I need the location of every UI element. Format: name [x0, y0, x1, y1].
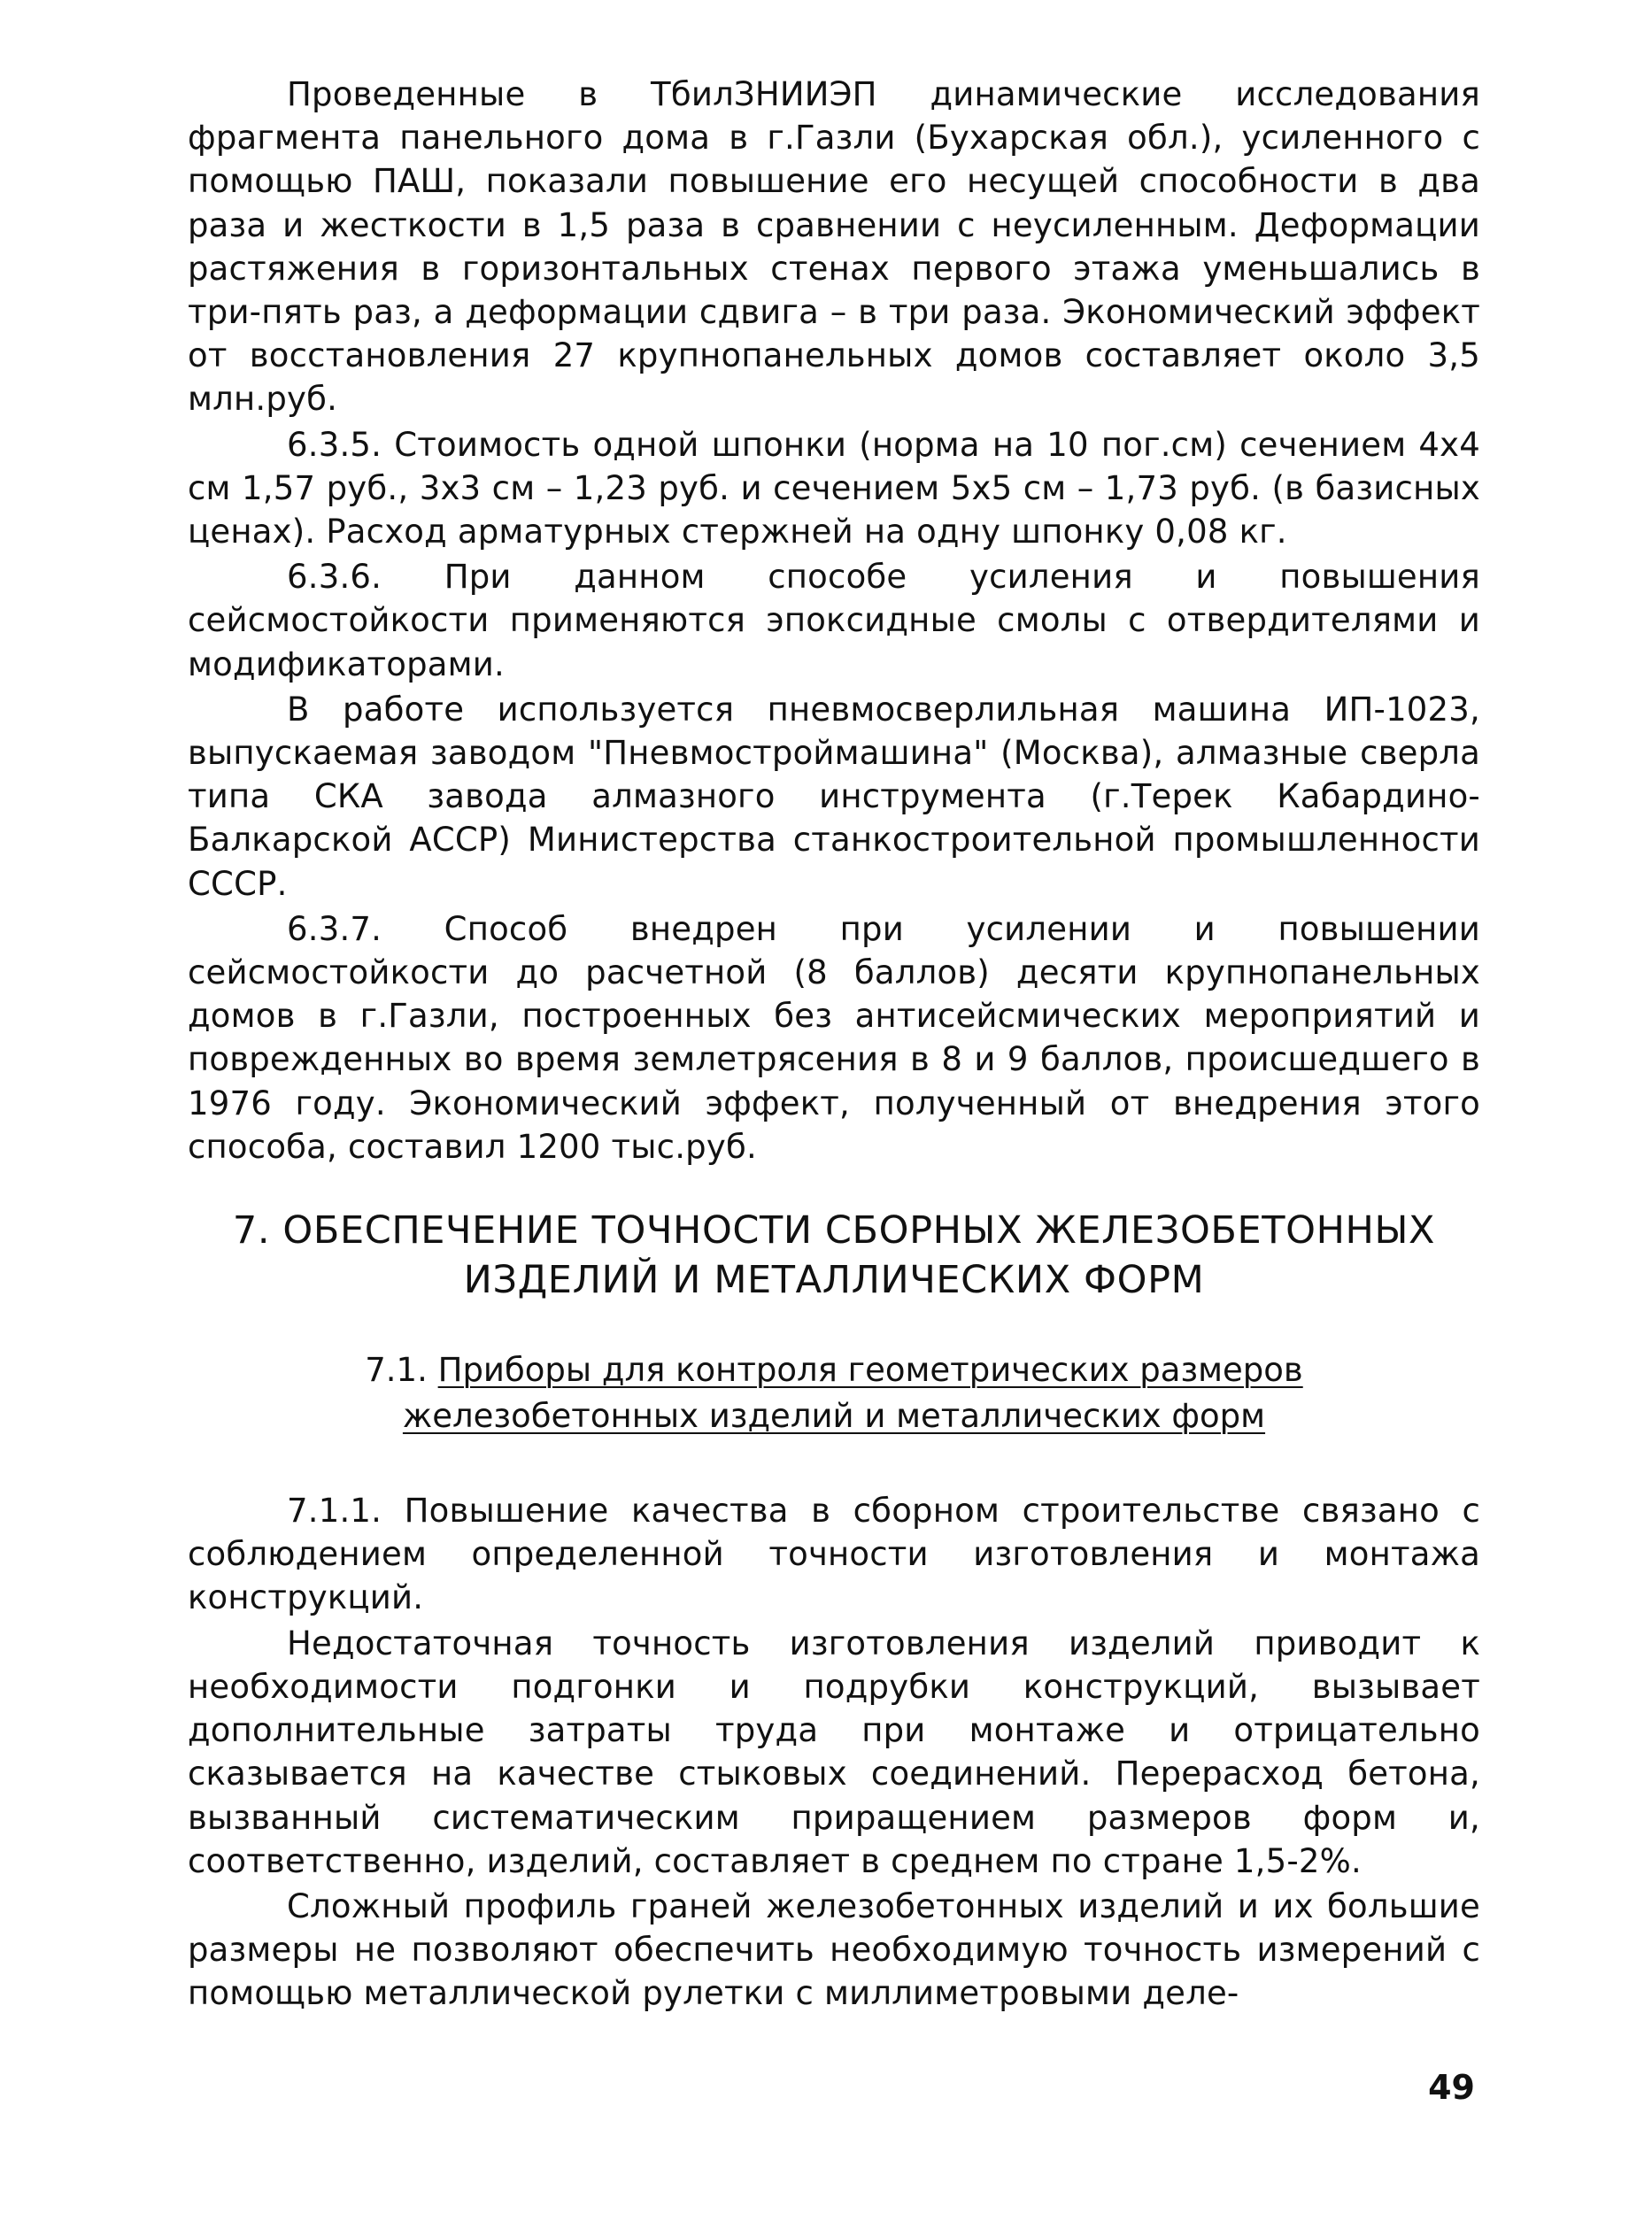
section-heading	[188, 1206, 1480, 1305]
subsection-heading-line-2	[188, 1393, 1480, 1439]
section-heading-line-1: 7. ОБЕСПЕЧЕНИЕ ТОЧНОСТИ СБОРНЫХ ЖЕЛЕЗОБЕТОННЫХ	[232, 1208, 1436, 1253]
document-page	[188, 73, 1480, 2017]
paragraph-7-1-1: 7.1.1. Повышение качества в сборном строительстве связано с соблюдением определенной точности изготовления и монтажа конструкций.	[188, 1492, 1480, 1617]
subsection-title-part-2: железобетонных изделий и металлических форм	[402, 1397, 1266, 1436]
section-heading-line-2: ИЗДЕЛИЙ И МЕТАЛЛИЧЕСКИХ ФОРМ	[463, 1258, 1205, 1303]
paragraph-complex-profile: Сложный профиль граней железобетонных изделий и их большие размеры не позволяют обеспечить необходимую точность измерений с помощью металлической рулетки с миллиметровыми деле-	[188, 1886, 1480, 2013]
paragraph-6-3-5: 6.3.5. Стоимость одной шпонки (норма на 10 пог.см) сечением 4х4 см 1,57 руб., 3х3 см – 1,23 руб. и сечением 5х5 см – 1,73 руб. (в базисных ценах). Расход арматурных стержней на одну шпонку 0,08 кг.	[188, 425, 1480, 552]
subsection-heading	[188, 1347, 1480, 1439]
page-number: 49	[1428, 2068, 1475, 2107]
paragraph-tbilzniiep-study: Проведенные в ТбилЗНИИЭП динамические исследования фрагмента панельного дома в г.Газли (Бухарская обл.), усиленного с помощью ПАШ, показали повышение его несущей способности в два раза и жесткости в 1,5 раза в сравнении с неусиленным. Деформации растяжения в горизонтальных стенах первого этажа уменьшались в три-пять раз, а деформации сдвига – в три раза. Экономический эффект от восстановления 27 крупнопанельных домов составляет около 3,5 млн.руб.	[188, 75, 1480, 419]
subsection-number: 7.1.	[365, 1351, 428, 1390]
paragraph-insufficient-accuracy: Недостаточная точность изготовления изделий приводит к необходимости подгонки и подрубки конструкций, вызывает дополнительные затраты труда при монтаже и отрицательно сказывается на качестве стыковых соединений. Перерасход бетона, вызванный систематическим приращением размеров форм и, соответственно, изделий, составляет в среднем по стране 1,5-2%.	[188, 1624, 1480, 1880]
subsection-title-part-1: Приборы для контроля геометрических размеров	[437, 1351, 1303, 1390]
paragraph-6-3-6: 6.3.6. При данном способе усиления и повышения сейсмостойкости применяются эпоксидные смолы с отвердителями и модификаторами.	[188, 558, 1480, 683]
paragraph-6-3-7: 6.3.7. Способ внедрен при усилении и повышении сейсмостойкости до расчетной (8 баллов) десяти крупнопанельных домов в г.Газли, построенных без антисейсмических мероприятий и поврежденных во время землетрясения в 8 и 9 баллов, происшедшего в 1976 году. Экономический эффект, полученный от внедрения этого способа, составил 1200 тыс.руб.	[188, 909, 1480, 1166]
paragraph-equipment: В работе используется пневмосверлильная машина ИП-1023, выпускаемая заводом "Пневмостроймашина" (Москва), алмазные сверла типа СКА завода алмазного инструмента (г.Терек Кабардино-Балкарской АССР) Министерства станкостроительной промышленности СССР.	[188, 690, 1480, 903]
subsection-heading-line-1	[188, 1347, 1480, 1393]
